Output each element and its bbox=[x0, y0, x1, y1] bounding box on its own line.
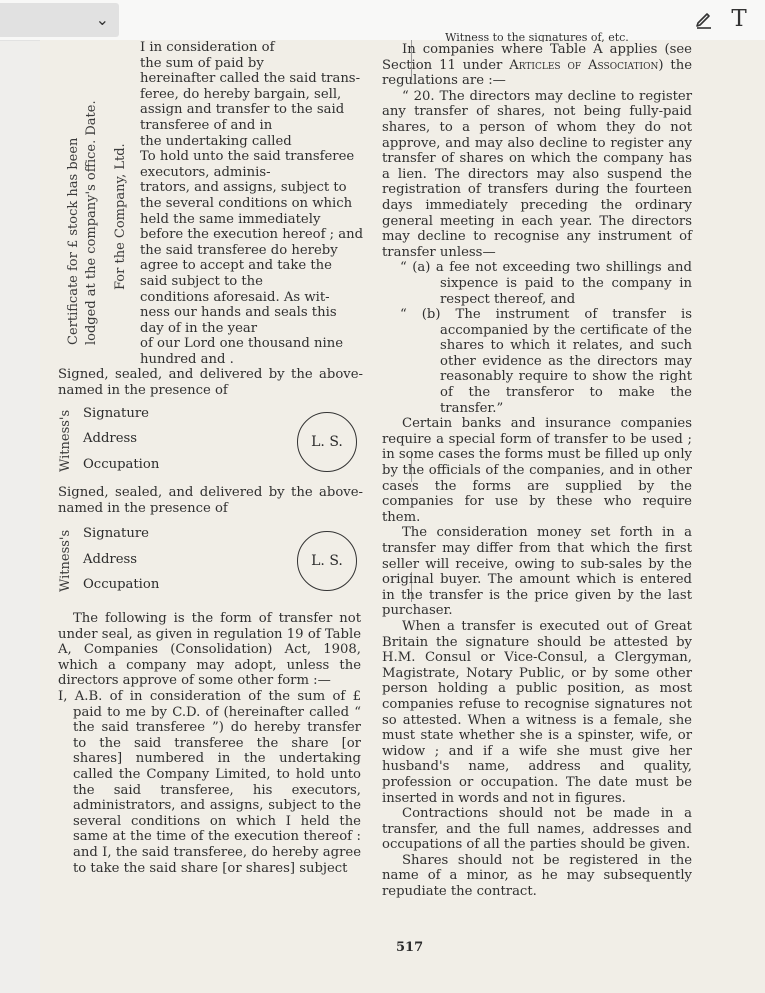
signed-statement-2: Signed, sealed, and delivered by the above- named in the presence of bbox=[58, 485, 363, 516]
right-paragraph-7: Shares should not be registered in the name of a minor, as he may subsequently repudiate the contract. bbox=[382, 852, 692, 900]
text-tool-icon[interactable]: T bbox=[731, 6, 747, 32]
deed-form-line: day of in the year bbox=[140, 320, 258, 336]
deed-form-line: the undertaking called bbox=[140, 133, 292, 149]
deed-form-line: hundred and . bbox=[140, 351, 234, 367]
right-paragraph-6: Contractions should not be made in a transfer, and the full names, addresses and occupations of all the parties should be given. bbox=[382, 806, 692, 853]
vertical-certificate-line: Certificate for £ stock has been bbox=[66, 137, 81, 345]
deed-form-line: I in consideration of bbox=[140, 40, 275, 55]
address-label: Address bbox=[83, 431, 138, 446]
deed-form-line: trators, and assigns, subject to bbox=[140, 180, 347, 196]
right-paragraph-3: Certain banks and insurance companies require a special form of transfer to be used ; in some cases the forms must be filled up only by the officials of the companies, and in other cases the forms are supplied by the companies for use by these who require them. bbox=[382, 416, 692, 525]
cut-line: Witness to the signatures of, etc. bbox=[445, 31, 629, 42]
deed-form-line: To hold unto the said transferee bbox=[140, 149, 355, 165]
right-paragraph-4: The consideration money set forth in a transfer may differ from that which the first seller will receive, owing to sub-sales by the original buyer. The amount which is entered in the transfer is the price given by the last purchaser. bbox=[382, 525, 692, 619]
right-column bbox=[382, 30, 692, 900]
deed-form-line: held the same immediately bbox=[140, 211, 321, 227]
page-number: 517 bbox=[396, 940, 424, 955]
signed-statement-1: Signed, sealed, and delivered by the above- named in the presence of bbox=[58, 367, 363, 398]
witness-label-1: Witness's bbox=[58, 409, 73, 472]
deed-form-line: before the execution hereof ; and bbox=[140, 227, 364, 243]
clause-a: “ (a) a fee not exceeding two shillings and sixpence is paid to the company in respect thereof, and bbox=[400, 260, 692, 307]
deed-form-line: the sum of paid by bbox=[140, 55, 264, 71]
deed-form-line: conditions aforesaid. As wit- bbox=[140, 289, 330, 305]
right-paragraph-1: In companies where Table A applies (see Section 11 under Articles of Association) the regulations are :— bbox=[382, 42, 692, 89]
vertical-lodged-line: lodged at the company's office. Date. bbox=[84, 100, 99, 345]
deed-form-lines bbox=[140, 40, 370, 367]
deed-form-line: feree, do hereby bargain, sell, bbox=[140, 86, 342, 102]
deed-form-line: ness our hands and seals this bbox=[140, 305, 337, 321]
seal-circle: L. S. bbox=[297, 531, 357, 591]
form-text-paragraph: I, A.B. of in consideration of the sum of £ paid to me by C.D. of (hereinafter called “ the said transferee ”) do hereby transfer to the said transferee the share [or shares] numbered in the undertaking called the Company Limited, to hold unto the said transferee, his executors, administrators, and assigns, subject to the several conditions on which I held the same at the time of the execution thereof : and I, the said transferee, do hereby agree to take the said share [or shares] subject bbox=[58, 688, 361, 876]
document-page bbox=[40, 31, 765, 993]
right-paragraph-2: “ 20. The directors may decline to register any transfer of shares, not being fully-paid shares, to a person of whom they do not approve, and may also decline to register any transfer of shares on which the company has a lien. The directors may also suspend the registration of transfers during the fourteen days immediately preceding the ordinary general meeting in each year. The directors may decline to recognise any instrument of transfer unless— bbox=[382, 88, 692, 260]
page-select-dropdown[interactable] bbox=[0, 3, 119, 37]
occupation-label: Occupation bbox=[83, 577, 160, 592]
clause-b: “ (b) The instrument of transfer is accompanied by the certificate of the shares to which it relates, and such other evidence as the directors may reasonably require to show the right of the transferor to make the transfer.” bbox=[400, 307, 692, 416]
deed-form bbox=[140, 40, 370, 367]
vertical-company-line: For the Company, Ltd. bbox=[113, 143, 128, 290]
signature-label: Signature bbox=[83, 526, 149, 541]
deed-form-line: agree to accept and take the bbox=[140, 258, 332, 274]
occupation-label: Occupation bbox=[83, 457, 160, 472]
form-intro-paragraph: The following is the form of transfer not under seal, as given in regulation 19 of Table A, Companies (Consolidation) Act, 1908, which a company may adopt, unless the directors approve of some other form :— bbox=[58, 611, 361, 689]
left-bottom-text bbox=[58, 611, 361, 876]
address-label: Address bbox=[83, 552, 138, 567]
deed-form-line: of our Lord one thousand nine bbox=[140, 336, 343, 352]
deed-form-line: the several conditions on which bbox=[140, 195, 353, 211]
deed-form-line: hereinafter called the said trans- bbox=[140, 71, 361, 87]
deed-form-line: the said transferee do hereby bbox=[140, 242, 338, 258]
signature-label: Signature bbox=[83, 406, 149, 421]
deed-form-line: transferee of and in bbox=[140, 117, 273, 133]
witness-label-2: Witness's bbox=[58, 529, 73, 592]
chevron-down-icon: ⌄ bbox=[95, 10, 109, 29]
right-paragraph-5: When a transfer is executed out of Great Britain the signature should be attested by H.M. Consul or Vice-Consul, a Clergyman, Magistrate, Notary Public, or by some other person holding a public position, as most companies refuse to recognise signatures not so attested. When a witness is a female, she must state whether she is a spinster, wife, or widow ; and if a wife she must give her husband's name, address and quality, profession or occupation. The date must be inserted in words and not in figures. bbox=[382, 618, 692, 806]
pen-icon[interactable] bbox=[692, 6, 716, 32]
deed-form-line: said subject to the bbox=[140, 273, 263, 289]
deed-form-line: executors, adminis- bbox=[140, 164, 271, 180]
seal-circle: L. S. bbox=[297, 412, 357, 472]
deed-form-line: assign and transfer to the said bbox=[140, 102, 345, 118]
